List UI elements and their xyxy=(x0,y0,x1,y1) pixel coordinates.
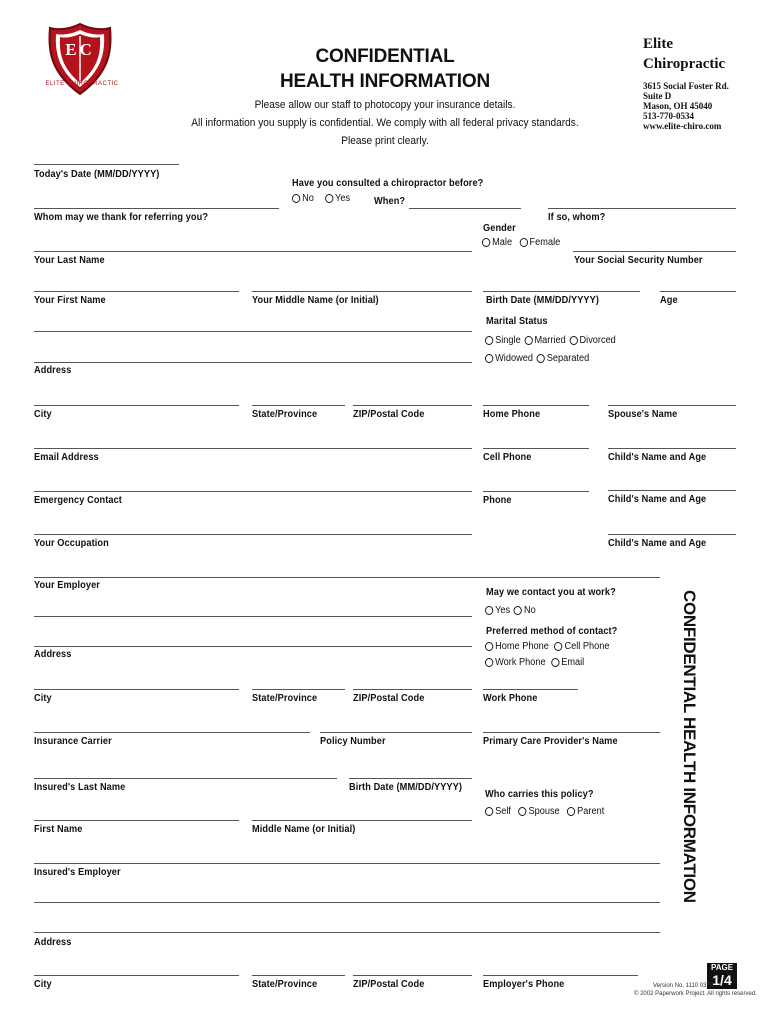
employer-state-input-line[interactable] xyxy=(252,689,345,690)
pref-home-phone-option[interactable] xyxy=(485,641,549,652)
consulted-no-option[interactable] xyxy=(292,193,314,204)
first-name-input-line[interactable] xyxy=(34,291,239,292)
zip-input-line[interactable] xyxy=(353,405,472,406)
zip-label: ZIP/Postal Code xyxy=(353,409,425,420)
email-input-line[interactable] xyxy=(34,448,472,449)
instructions-line-1: Please allow our staff to photocopy your insurance details. xyxy=(254,99,516,111)
phone-input-line[interactable] xyxy=(483,491,589,492)
address-input-line-1[interactable] xyxy=(34,331,472,332)
state-input-line[interactable] xyxy=(252,405,345,406)
instructions-line-3: Please print clearly. xyxy=(341,135,429,147)
age-input-line[interactable] xyxy=(660,291,736,292)
pref-cell-phone-label: Cell Phone xyxy=(564,641,610,652)
last-name-label: Your Last Name xyxy=(34,255,105,266)
who-carries-question: Who carries this policy? xyxy=(485,789,594,800)
birth-date-label: Birth Date (MM/DD/YYYY) xyxy=(486,295,600,306)
radio-icon[interactable] xyxy=(485,336,493,345)
consulted-question: Have you consulted a chiropractor before? xyxy=(292,178,484,189)
contact-work-question: May we contact you at work? xyxy=(486,587,616,598)
primary-care-label: Primary Care Provider's Name xyxy=(483,736,618,747)
employer-phone-label: Employer's Phone xyxy=(483,979,565,990)
middle-name-label: Your Middle Name (or Initial) xyxy=(252,295,379,306)
title-line-1: CONFIDENTIAL xyxy=(315,46,455,67)
insured-first-name-input-line[interactable] xyxy=(34,820,239,821)
employer-city-label: City xyxy=(34,693,52,704)
practice-name-line-1: Elite xyxy=(643,36,673,52)
policy-number-label: Policy Number xyxy=(320,736,386,747)
employer-state-label: State/Province xyxy=(252,693,318,704)
pref-home-phone-label: Home Phone xyxy=(495,641,549,652)
marital-separated-option[interactable] xyxy=(537,353,590,364)
employer-zip-input-line[interactable] xyxy=(353,689,472,690)
employer-input-line[interactable] xyxy=(34,577,660,578)
contact-work-options xyxy=(485,605,536,616)
address-label: Address xyxy=(34,365,72,376)
preferred-contact-row-1 xyxy=(485,641,609,652)
carrier-self-option[interactable] xyxy=(485,806,511,817)
marital-options-row-1 xyxy=(485,335,616,346)
practice-website: www.elite-chiro.com xyxy=(643,121,722,131)
consulted-options xyxy=(292,193,350,204)
marital-options-row-2 xyxy=(485,353,589,364)
contact-work-no-option[interactable] xyxy=(514,605,536,616)
work-phone-input-line[interactable] xyxy=(483,689,578,690)
who-carries-options xyxy=(485,806,604,817)
page-label: PAGE xyxy=(710,963,734,972)
practice-address xyxy=(643,34,729,131)
radio-icon[interactable] xyxy=(567,807,575,816)
occupation-input-line[interactable] xyxy=(34,534,472,535)
instructions-line-2: All information you supply is confidential. We comply with all federal privacy standards. xyxy=(191,117,579,129)
carrier-spouse-label: Spouse xyxy=(528,806,560,817)
carrier-self-label: Self xyxy=(495,806,511,817)
title-line-2: HEALTH INFORMATION xyxy=(280,71,490,92)
radio-icon[interactable] xyxy=(482,238,490,247)
email-label: Email Address xyxy=(34,452,99,463)
logo-letters: EC xyxy=(65,40,95,59)
spouse-name-label: Spouse's Name xyxy=(608,409,678,420)
marital-status-label: Marital Status xyxy=(486,316,548,327)
city-input-line[interactable] xyxy=(34,405,239,406)
consulted-yes-option[interactable] xyxy=(325,193,350,204)
insurance-carrier-label: Insurance Carrier xyxy=(34,736,112,747)
practice-name-line-2: Chiropractic xyxy=(643,56,726,72)
state-label: State/Province xyxy=(252,409,318,420)
first-name-label: Your First Name xyxy=(34,295,106,306)
address-line-3: Mason, OH 45040 xyxy=(643,101,713,111)
ssn-input-line[interactable] xyxy=(573,251,736,252)
birth-date-input-line[interactable] xyxy=(483,291,640,292)
practice-logo xyxy=(40,20,120,100)
cell-phone-label: Cell Phone xyxy=(483,452,532,463)
employer-address-label: Address xyxy=(34,649,72,660)
work-phone-label: Work Phone xyxy=(483,693,538,704)
consulted-yes-label: Yes xyxy=(335,193,351,204)
emergency-contact-input-line[interactable] xyxy=(34,491,472,492)
gender-female-option[interactable] xyxy=(519,237,560,248)
copyright-text: © 2002 Paperwork Project. All rights reserved. xyxy=(634,991,757,997)
page-title xyxy=(270,44,500,94)
marital-single-label: Single xyxy=(495,335,521,346)
insured-last-name-input-line[interactable] xyxy=(34,778,337,779)
radio-icon[interactable] xyxy=(485,642,493,651)
insured-zip-input-line[interactable] xyxy=(353,975,472,976)
marital-divorced-label: Divorced xyxy=(579,335,616,346)
marital-widowed-label: Widowed xyxy=(495,353,533,364)
contact-work-yes-label: Yes xyxy=(495,605,511,616)
employer-address-input-line-2[interactable] xyxy=(34,646,472,647)
employer-label: Your Employer xyxy=(34,580,100,591)
marital-single-option[interactable] xyxy=(485,335,521,346)
insured-employer-input-line[interactable] xyxy=(34,863,660,864)
page-number: 1/4 xyxy=(712,972,732,988)
gender-options xyxy=(482,237,560,248)
marital-married-option[interactable] xyxy=(524,335,565,346)
todays-date-label: Today's Date (MM/DD/YYYY) xyxy=(34,169,160,180)
radio-icon[interactable] xyxy=(514,606,522,615)
gender-label: Gender xyxy=(483,223,516,234)
child-name-input-line-1[interactable] xyxy=(608,448,736,449)
age-label: Age xyxy=(660,295,678,306)
marital-widowed-option[interactable] xyxy=(485,353,533,364)
practice-phone: 513-770-0534 xyxy=(643,111,694,121)
ssn-label: Your Social Security Number xyxy=(574,255,703,266)
last-name-input-line[interactable] xyxy=(34,251,472,252)
radio-icon[interactable] xyxy=(569,336,577,345)
phone-label: Phone xyxy=(483,495,512,506)
radio-icon[interactable] xyxy=(292,194,300,203)
address-line-2: Suite D xyxy=(643,91,672,101)
insured-middle-name-label: Middle Name (or Initial) xyxy=(252,824,356,835)
radio-icon[interactable] xyxy=(485,354,493,363)
marital-married-label: Married xyxy=(534,335,566,346)
spouse-name-input-line[interactable] xyxy=(608,405,736,406)
contact-work-yes-option[interactable] xyxy=(485,605,510,616)
employer-phone-input-line[interactable] xyxy=(483,975,638,976)
pref-work-phone-option[interactable] xyxy=(485,657,546,668)
emergency-contact-label: Emergency Contact xyxy=(34,495,122,506)
radio-icon[interactable] xyxy=(519,238,527,247)
middle-name-input-line[interactable] xyxy=(252,291,472,292)
todays-date-input-line[interactable] xyxy=(34,164,179,165)
occupation-label: Your Occupation xyxy=(34,538,109,549)
employer-address-input-line-1[interactable] xyxy=(34,616,472,617)
carrier-parent-label: Parent xyxy=(577,806,605,817)
cell-phone-input-line[interactable] xyxy=(483,448,589,449)
radio-icon[interactable] xyxy=(554,642,562,651)
radio-icon[interactable] xyxy=(485,606,493,615)
consulted-no-label: No xyxy=(302,193,314,204)
if-so-whom-input-line[interactable] xyxy=(548,208,736,209)
when-input-line[interactable] xyxy=(409,208,521,209)
address-line-1: 3615 Social Foster Rd. xyxy=(643,81,729,91)
marital-separated-label: Separated xyxy=(546,353,590,364)
shield-icon xyxy=(40,20,120,100)
child-name-input-line-3[interactable] xyxy=(608,534,736,535)
insured-state-input-line[interactable] xyxy=(252,975,345,976)
if-so-whom-label: If so, whom? xyxy=(548,212,606,223)
gender-female-label: Female xyxy=(529,237,561,248)
radio-icon[interactable] xyxy=(325,194,333,203)
radio-icon[interactable] xyxy=(485,807,493,816)
insured-middle-name-input-line[interactable] xyxy=(252,820,472,821)
referring-input-line[interactable] xyxy=(34,208,279,209)
carrier-spouse-option[interactable] xyxy=(518,806,559,817)
child-name-label-3: Child's Name and Age xyxy=(608,538,707,549)
insured-employer-label: Insured's Employer xyxy=(34,867,121,878)
insured-city-label: City xyxy=(34,979,52,990)
side-banner: CONFIDENTIAL HEALTH INFORMATION xyxy=(680,590,699,903)
gender-male-label: Male xyxy=(492,237,513,248)
radio-icon[interactable] xyxy=(524,336,532,345)
insured-zip-label: ZIP/Postal Code xyxy=(353,979,425,990)
insured-address-input-line-2[interactable] xyxy=(34,932,660,933)
referring-label: Whom may we thank for referring you? xyxy=(34,212,209,223)
insured-state-label: State/Province xyxy=(252,979,318,990)
home-phone-label: Home Phone xyxy=(483,409,541,420)
logo-text: ELITE CHIROPRACTIC xyxy=(45,81,119,87)
preferred-contact-question: Preferred method of contact? xyxy=(486,626,618,637)
radio-icon[interactable] xyxy=(551,658,559,667)
insured-last-name-label: Insured's Last Name xyxy=(34,782,126,793)
radio-icon[interactable] xyxy=(518,807,526,816)
policy-number-input-line[interactable] xyxy=(320,732,472,733)
pref-email-option[interactable] xyxy=(551,657,584,668)
pref-work-phone-label: Work Phone xyxy=(495,657,546,668)
insured-birth-date-label: Birth Date (MM/DD/YYYY) xyxy=(349,782,463,793)
insured-first-name-label: First Name xyxy=(34,824,83,835)
carrier-parent-option[interactable] xyxy=(567,806,604,817)
pref-email-label: Email xyxy=(561,657,585,668)
version-text: Version No. 1110 0370 xyxy=(653,983,714,989)
primary-care-input-line[interactable] xyxy=(483,732,660,733)
city-label: City xyxy=(34,409,52,420)
child-name-label-1: Child's Name and Age xyxy=(608,452,707,463)
child-name-label-2: Child's Name and Age xyxy=(608,494,707,505)
instructions xyxy=(187,96,583,150)
child-name-input-line-2[interactable] xyxy=(608,490,736,491)
insurance-carrier-input-line[interactable] xyxy=(34,732,310,733)
contact-work-no-label: No xyxy=(523,605,536,616)
address-input-line-2[interactable] xyxy=(34,362,472,363)
insured-birth-date-input-line[interactable] xyxy=(349,778,472,779)
insured-address-input-line-1[interactable] xyxy=(34,902,660,903)
employer-city-input-line[interactable] xyxy=(34,689,239,690)
radio-icon[interactable] xyxy=(485,658,493,667)
insured-city-input-line[interactable] xyxy=(34,975,239,976)
insured-address-label: Address xyxy=(34,937,72,948)
employer-zip-label: ZIP/Postal Code xyxy=(353,693,425,704)
home-phone-input-line[interactable] xyxy=(483,405,589,406)
preferred-contact-row-2 xyxy=(485,657,584,668)
radio-icon[interactable] xyxy=(537,354,545,363)
gender-male-option[interactable] xyxy=(482,237,512,248)
when-label: When? xyxy=(374,196,406,207)
pref-cell-phone-option[interactable] xyxy=(554,641,609,652)
marital-divorced-option[interactable] xyxy=(569,335,615,346)
